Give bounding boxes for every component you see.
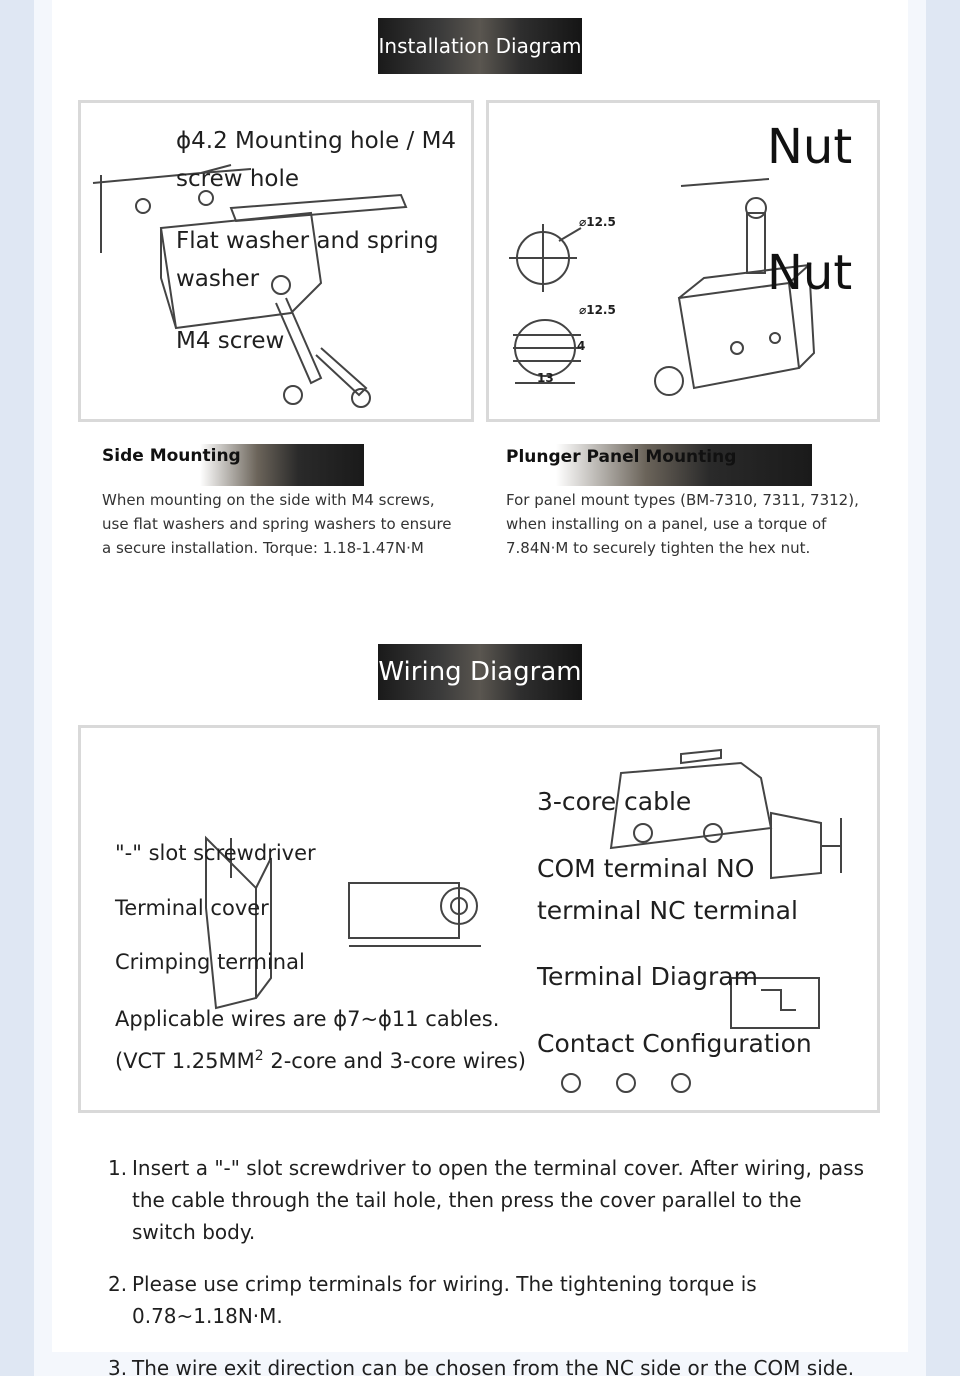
step-2-text: Please use crimp terminals for wiring. The tightening torque is 0.78~1.18N·M. xyxy=(132,1272,757,1328)
dimension-label-4: 4 xyxy=(577,339,586,353)
nut-label-top: Nut xyxy=(767,119,853,175)
side-mounting-panel xyxy=(78,100,474,422)
wire-spec-pre: (VCT 1.25MM xyxy=(115,1049,255,1073)
side-caption-title: Side Mounting xyxy=(102,446,241,466)
wiring-banner xyxy=(378,644,582,700)
dimension-label-2: ⌀12.5 xyxy=(579,303,616,317)
terminals-label-2: terminal NC terminal xyxy=(537,896,798,925)
step-1 xyxy=(108,1152,868,1248)
step-1-text: Insert a "-" slot screwdriver to open the terminal cover. After wiring, pass the cable through the tail hole, then press the cover parallel to the switch body. xyxy=(132,1156,864,1244)
step-2 xyxy=(108,1268,868,1332)
step-3-number: 3. xyxy=(108,1356,128,1376)
wiring-steps xyxy=(108,1152,868,1376)
applicable-wires-label: Applicable wires are ϕ7~ϕ11 cables. xyxy=(115,1007,500,1031)
step-3-text: The wire exit direction can be chosen from the NC side or the COM side. xyxy=(132,1356,855,1376)
wire-spec-sup: 2 xyxy=(254,1048,264,1064)
screw-label: M4 screw xyxy=(176,328,285,354)
contact-configuration-label: Contact Configuration xyxy=(537,1029,812,1058)
side-caption-text: When mounting on the side with M4 screws, use flat washers and spring washers to ensure a secure installation. Torque: 1.18-1.47N·M xyxy=(102,491,452,557)
panel-caption-title: Plunger Panel Mounting xyxy=(506,447,737,467)
crimping-terminal-label: Crimping terminal xyxy=(115,950,305,974)
washer-label: Flat washer and spring xyxy=(176,228,439,254)
hole-label: ϕ4.2 Mounting hole / M4 xyxy=(176,128,457,154)
cable-label: 3-core cable xyxy=(537,787,692,816)
terminal-cover-label: Terminal cover xyxy=(115,896,269,920)
dimension-label-3: 13 xyxy=(537,371,554,385)
terminal-diagram-label: Terminal Diagram xyxy=(537,962,758,991)
panel-mounting-panel xyxy=(486,100,880,422)
wiring-panel xyxy=(78,725,880,1113)
step-1-number: 1. xyxy=(108,1156,128,1180)
step-3 xyxy=(108,1352,868,1376)
nut-label-mid: Nut xyxy=(767,245,853,301)
hole-label-2: screw hole xyxy=(176,166,300,192)
terminals-label-1: COM terminal NO xyxy=(537,854,755,883)
screwdriver-label: "-" slot screwdriver xyxy=(115,841,316,865)
installation-banner xyxy=(378,18,582,74)
installation-title: Installation Diagram xyxy=(378,34,582,58)
wire-spec-label xyxy=(115,1037,526,1080)
washer-label-2: washer xyxy=(176,266,260,292)
step-2-number: 2. xyxy=(108,1272,128,1296)
wiring-title: Wiring Diagram xyxy=(378,657,582,687)
panel-caption-text: For panel mount types (BM-7310, 7311, 7312), when installing on a panel, use a torque of 7.84N·M to securely tighten the hex nut. xyxy=(506,491,859,557)
dimension-label-1: ⌀12.5 xyxy=(579,215,616,229)
wire-spec-post: 2-core and 3-core wires) xyxy=(263,1049,526,1073)
